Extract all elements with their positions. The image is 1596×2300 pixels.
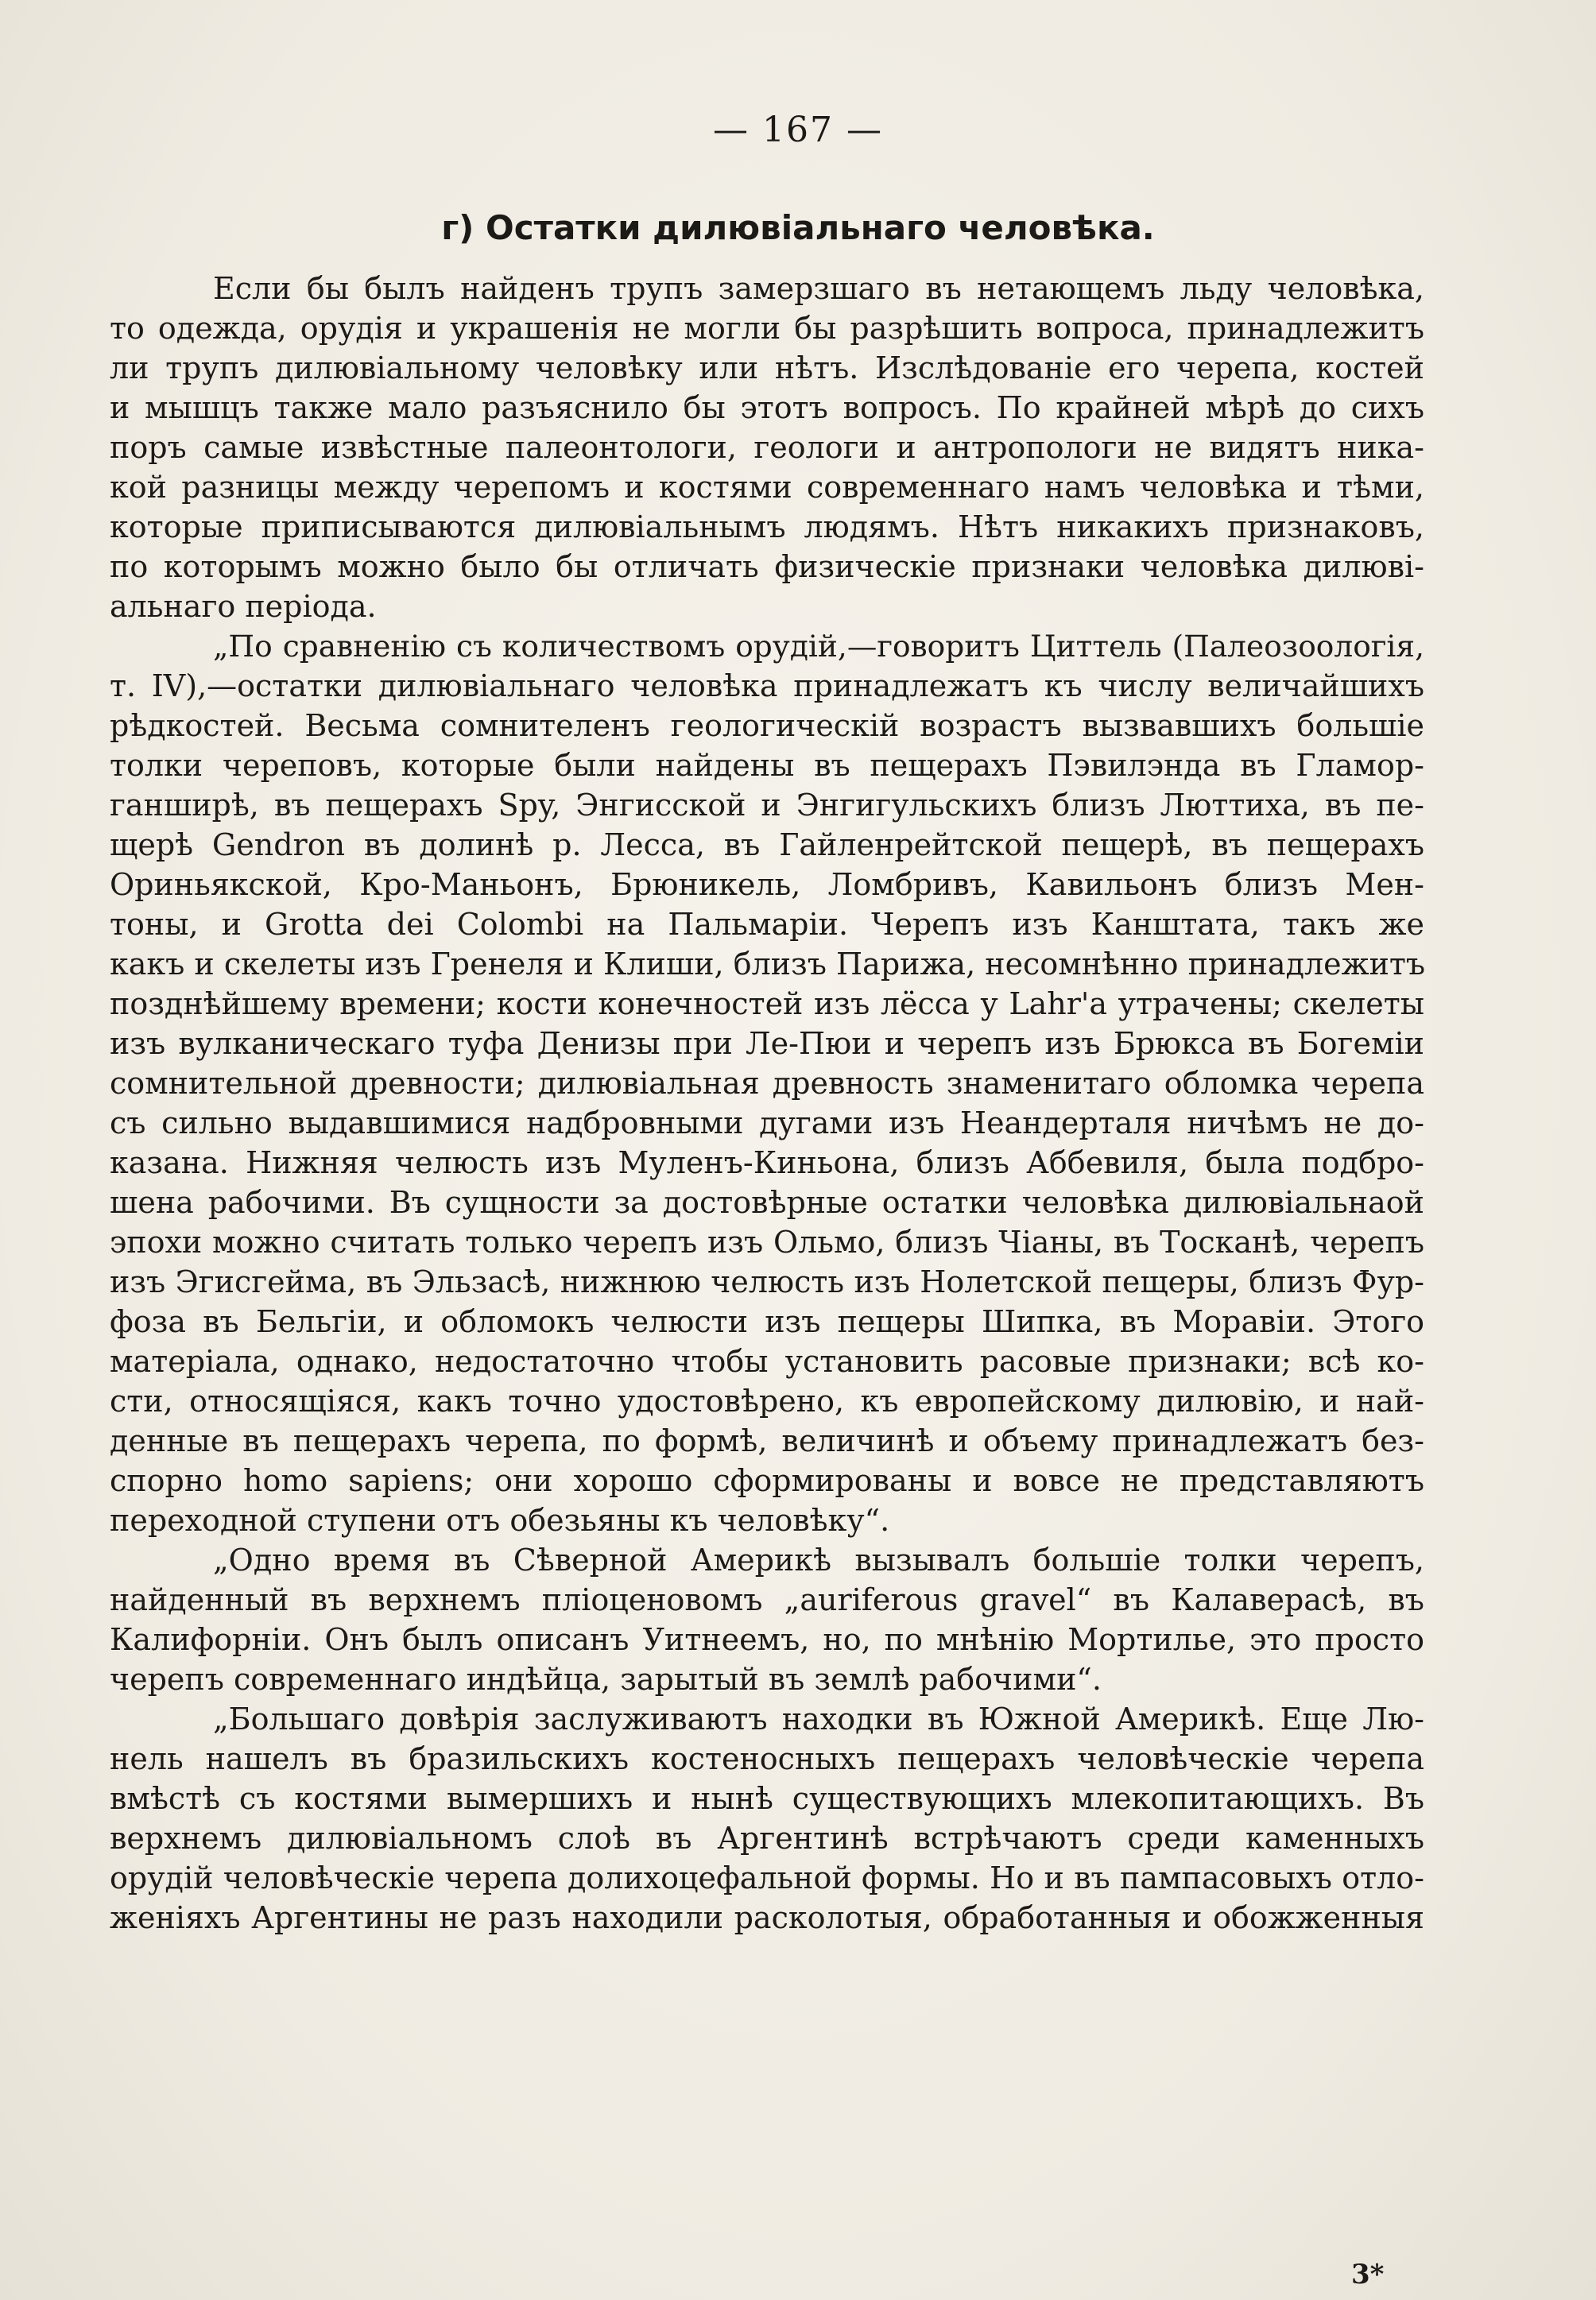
text-line: казана. Нижняя челюсть изъ Муленъ-Киньона, близъ Аббевиля, была подбро- [110, 1145, 1424, 1180]
text-line: изъ Эгисгейма, въ Эльзасѣ, нижнюю челюсть изъ Нолетской пещеры, близъ Фур- [110, 1264, 1424, 1299]
page-number: — 167 — [713, 110, 883, 150]
text-line: съ сильно выдавшимися надбровными дугами изъ Неандерталя ничѣмъ не до- [110, 1105, 1424, 1140]
text-line: изъ вулканическаго туфа Денизы при Ле-Пюи и черепъ изъ Брюкса въ Богеміи [110, 1026, 1424, 1061]
text-line: позднѣйшему времени; кости конечностей изъ лёсса у Lahr'а утрачены; скелеты [110, 986, 1424, 1021]
text-line: поръ самые извѣстные палеонтологи, геологи и антропологи не видятъ ника- [110, 430, 1424, 465]
text-line: нель нашелъ въ бразильскихъ костеносныхъ пещерахъ человѣческіе черепа [110, 1741, 1424, 1776]
text-line: орудій человѣческіе черепа долихоцефальной формы. Но и въ пампасовыхъ отло- [110, 1861, 1424, 1895]
text-line: „Большаго довѣрія заслуживаютъ находки въ Южной Америкѣ. Еще Лю- [213, 1702, 1424, 1737]
text-line: по которымъ можно было бы отличать физическіе признаки человѣка дилюві- [110, 549, 1424, 584]
text-line: какъ и скелеты изъ Гренеля и Клиши, близъ Парижа, несомнѣнно принадлежитъ [110, 947, 1426, 982]
text-line: вмѣстѣ съ костями вымершихъ и нынѣ существующихъ млекопитающихъ. Въ [110, 1781, 1424, 1816]
text-line: и мышцъ также мало разъяснило бы этотъ вопросъ. По крайней мѣрѣ до сихъ [110, 390, 1424, 425]
text-line: т. IV),—остатки дилювіальнаго человѣка принадлежатъ къ числу величайшихъ [110, 668, 1424, 703]
text-line: щерѣ Gendron въ долинѣ р. Лесса, въ Гайленрейтской пещерѣ, въ пещерахъ [110, 827, 1424, 862]
text-line: Если бы былъ найденъ трупъ замерзшаго въ нетающемъ льду человѣка, [213, 271, 1424, 306]
text-line: спорно homo sapiens; они хорошо сформированы и вовсе не представляютъ [110, 1463, 1424, 1498]
text-line: сомнительной древности; дилювіальная древность знаменитаго обломка черепа [110, 1066, 1424, 1101]
text-line: шена рабочими. Въ сущности за достовѣрные остатки человѣка дилювіальнаой [110, 1185, 1424, 1220]
text-line: рѣдкостей. Весьма сомнителенъ геологическій возрастъ вызвавшихъ большіе [110, 708, 1424, 743]
section-heading: г) Остатки дилювіальнаго человѣка. [441, 208, 1155, 247]
paragraph [110, 1699, 1424, 1938]
text-line: ли трупъ дилювіальному человѣку или нѣтъ. Изслѣдованіе его черепа, костей [110, 350, 1424, 385]
text-line: фоза въ Бельгіи, и обломокъ челюсти изъ пещеры Шипка, въ Моравіи. Этого [110, 1304, 1424, 1339]
text-line: ганширѣ, въ пещерахъ Spy, Энгисской и Энгигульскихъ близъ Люттиха, въ пе- [110, 788, 1424, 823]
text-line: „Одно время въ Сѣверной Америкѣ вызывалъ большіе толки черепъ, [213, 1543, 1424, 1578]
text-line: сти, относящіяся, какъ точно удостовѣрено, къ европейскому дилювію, и най- [110, 1384, 1424, 1419]
body-text [110, 269, 1424, 1938]
signature-mark: 3* [1351, 2259, 1385, 2290]
text-line: тоны, и Grotta dei Colombi на Пальмаріи. Черепъ изъ Канштата, такъ же [110, 907, 1424, 942]
text-line: матеріала, однако, недостаточно чтобы установить расовые признаки; всѣ ко- [110, 1344, 1424, 1379]
text-line: „По сравненію съ количествомъ орудій,—говоритъ Циттель (Палеозоологія, [213, 629, 1424, 664]
text-line: толки череповъ, которые были найдены въ пещерахъ Пэвилэнда въ Гламор- [110, 748, 1424, 783]
text-line: переходной ступени отъ обезьяны къ человѣку“. [110, 1503, 890, 1538]
text-line: эпохи можно считать только черепъ изъ Ольмо, близъ Чіаны, въ Тосканѣ, черепъ [110, 1225, 1424, 1260]
text-line: которые приписываются дилювіальнымъ людямъ. Нѣтъ никакихъ признаковъ, [110, 509, 1424, 544]
paragraph [110, 626, 1424, 1540]
text-line: верхнемъ дилювіальномъ слоѣ въ Аргентинѣ встрѣчаютъ среди каменныхъ [110, 1821, 1424, 1856]
text-line: черепъ современнаго индѣйца, зарытый въ землѣ рабочими“. [110, 1662, 1102, 1697]
paragraph [110, 269, 1424, 626]
text-line: женіяхъ Аргентины не разъ находили расколотыя, обработанныя и обожженныя [110, 1900, 1424, 1935]
paragraph [110, 1540, 1424, 1699]
text-line: Калифорніи. Онъ былъ описанъ Уитнеемъ, но, по мнѣнію Мортилье, это просто [110, 1622, 1424, 1657]
text-line: денные въ пещерахъ черепа, по формѣ, величинѣ и объему принадлежатъ без- [110, 1423, 1424, 1458]
text-line: альнаго періода. [110, 589, 377, 624]
text-line: найденный въ верхнемъ пліоценовомъ „auriferous gravel“ въ Калаверасѣ, въ [110, 1582, 1424, 1617]
text-line: Ориньякской, Кро-Маньонъ, Брюникель, Ломбривъ, Кавильонъ близъ Мен- [110, 867, 1424, 902]
text-line: то одежда, орудія и украшенія не могли бы разрѣшить вопроса, принадлежитъ [110, 311, 1424, 346]
text-line: кой разницы между черепомъ и костями современнаго намъ человѣка и тѣми, [110, 470, 1424, 505]
